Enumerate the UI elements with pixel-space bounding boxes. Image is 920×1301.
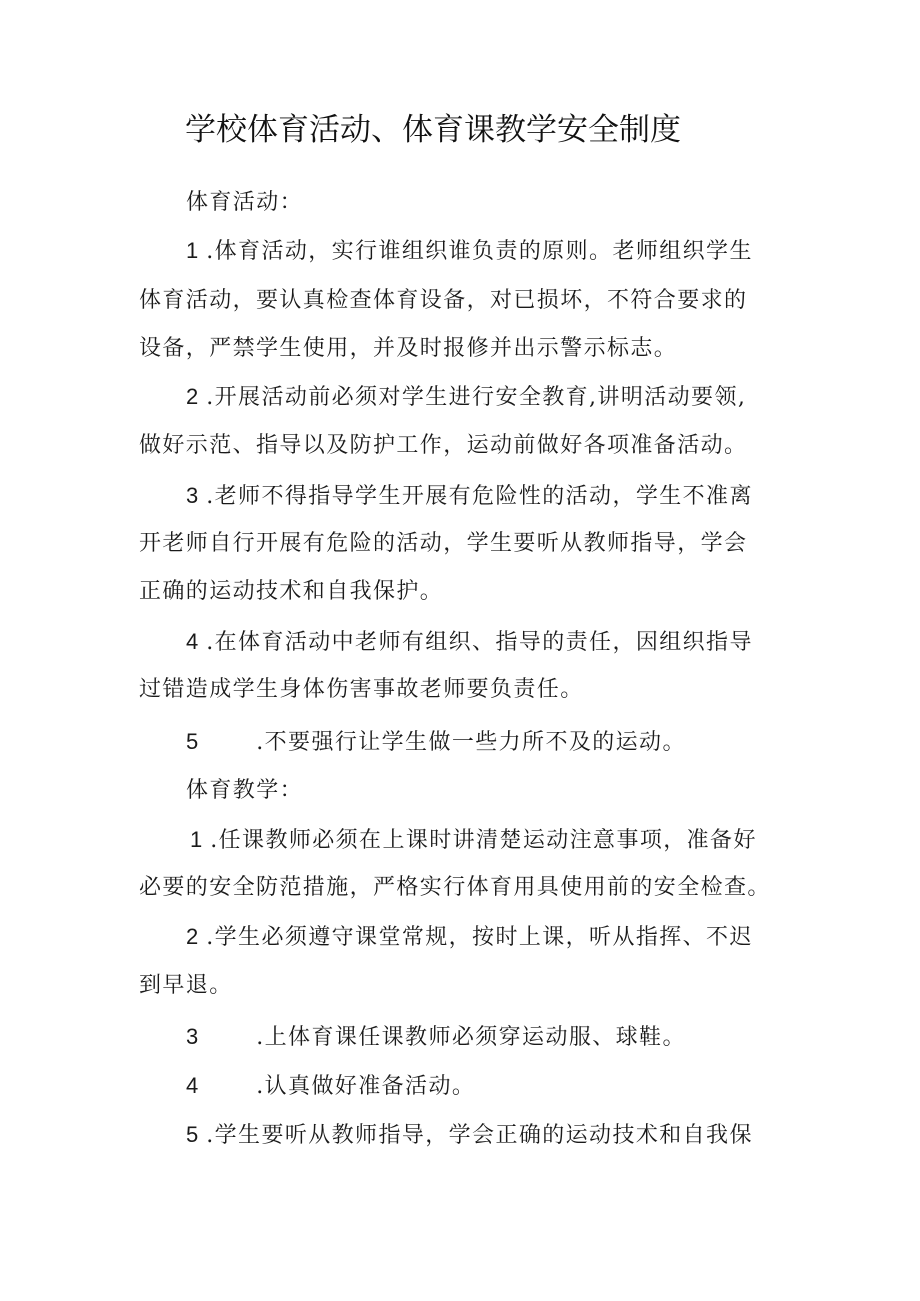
item-number: 1: [190, 827, 203, 852]
list-item-line: 到早退。: [139, 973, 233, 998]
item-number: 2: [186, 924, 199, 949]
list-item-line: 过错造成学生身体伤害事故老师要负责任。: [139, 677, 584, 702]
list-item-line: [186, 1120, 846, 1151]
item-number: 4: [186, 1073, 199, 1098]
list-item-line: [186, 727, 846, 758]
item-number: 2: [186, 384, 199, 409]
item-number: 3: [186, 1024, 199, 1049]
item-text: .学生必须遵守课堂常规，按时上课，听从指挥、不迟: [206, 925, 753, 950]
item-text: .开展活动前必须对学生进行安全教育,讲明活动要领,: [206, 385, 747, 410]
item-text: .任课教师必须在上课时讲清楚运动注意事项，准备好: [210, 828, 757, 853]
item-text: .认真做好准备活动。: [256, 1074, 476, 1099]
list-item-line: [186, 1071, 846, 1102]
item-text: .上体育课任课教师必须穿运动服、球鞋。: [256, 1025, 686, 1050]
list-item-line: 开老师自行开展有危险的活动，学生要听从教师指导，学会: [139, 531, 748, 556]
section-heading-pe-teaching: 体育教学：: [186, 778, 304, 803]
item-text: .不要强行让学生做一些力所不及的运动。: [256, 730, 686, 755]
list-item-line: [186, 922, 846, 953]
list-item-line: [186, 627, 846, 658]
list-item-line: 设备，严禁学生使用，并及时报修并出示警示标志。: [139, 336, 678, 361]
item-number: 5: [186, 729, 199, 754]
list-item-line: [186, 481, 846, 512]
item-number: 4: [186, 629, 199, 654]
item-number: 5: [186, 1122, 199, 1147]
section-heading-sports-activities: 体育活动：: [186, 190, 304, 215]
item-text: .体育活动，实行谁组织谁负责的原则。老师组织学生: [206, 239, 753, 264]
item-number: 3: [186, 483, 199, 508]
item-text: .学生要听从教师指导，学会正确的运动技术和自我保: [206, 1123, 753, 1148]
item-number: 1: [186, 238, 199, 263]
document-title: 学校体育活动、体育课教学安全制度: [185, 112, 681, 148]
list-item-line: [186, 1022, 846, 1053]
list-item-line: 体育活动，要认真检查体育设备，对已损坏，不符合要求的: [139, 288, 748, 313]
list-item-line: 做好示范、指导以及防护工作，运动前做好各项准备活动。: [139, 433, 748, 458]
list-item-line: 正确的运动技术和自我保护。: [139, 579, 444, 604]
list-item-line: 必要的安全防范措施，严格实行体育用具使用前的安全检查。: [139, 875, 771, 900]
list-item-line: [186, 236, 846, 267]
list-item-line: [190, 825, 850, 856]
list-item-line: [186, 382, 846, 413]
item-text: .老师不得指导学生开展有危险性的活动，学生不准离: [206, 484, 753, 509]
item-text: .在体育活动中老师有组织、指导的责任，因组织指导: [206, 630, 753, 655]
